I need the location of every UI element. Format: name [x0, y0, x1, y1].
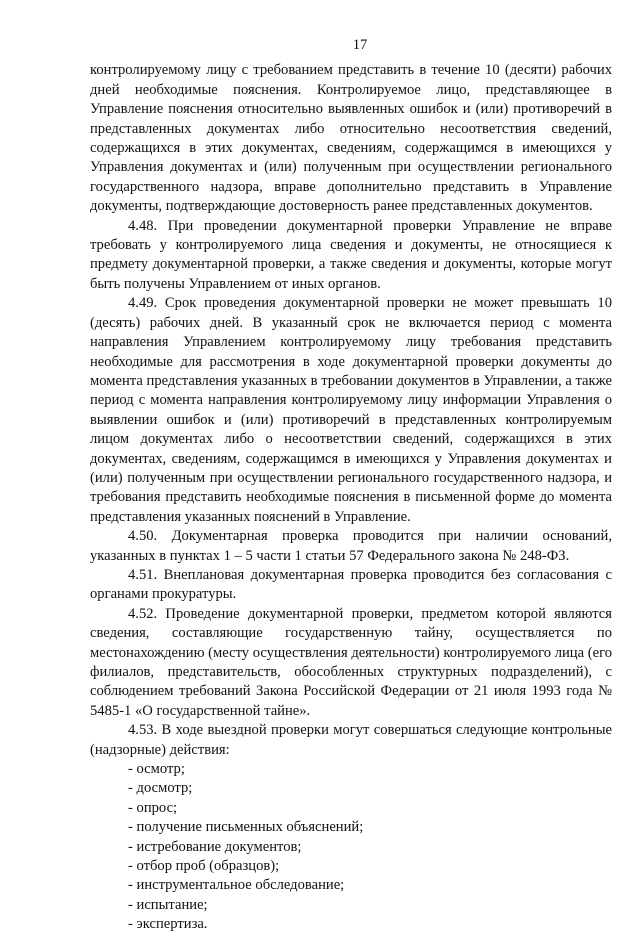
- list-item: - осмотр;: [128, 760, 612, 779]
- list-item: - опрос;: [128, 799, 612, 818]
- control-actions-list: [90, 760, 612, 935]
- paragraph-4-48: 4.48. При проведении документарной проверки Управление не вправе требовать у контролируемого лица сведения и документы, не относящиеся к предмету документарной проверки, а также сведения и документы, которые могут быть получены Управлением от иных органов.: [90, 217, 612, 292]
- paragraph-4-52: 4.52. Проведение документарной проверки, предметом которой являются сведения, составляющие государственную тайну, осуществляется по местонахождению (месту осуществления деятельности) контролируемого лица (его филиалов, представительств, обособленных структурных подразделений), с соблюдением требований Закона Российской Федерации от 21 июля 1993 года № 5485-1 «О государственной тайне».: [90, 605, 612, 719]
- list-item: - испытание;: [128, 896, 612, 915]
- list-item: - истребование документов;: [128, 838, 612, 857]
- paragraph-4-51: 4.51. Внеплановая документарная проверка проводится без согласования с органами прокуратуры.: [90, 566, 612, 603]
- paragraph-4-49: 4.49. Срок проведения документарной проверки не может превышать 10 (десять) рабочих дней. В указанный срок не включается период с момента направления Управлением контролируемому лицу требования представить необходимые для рассмотрения в ходе документарной проверки документы до момента представления указанных в требовании документов в Управлении, а также период с момента направления контролируемому лицу информации Управления о выявлении ошибок и (или) противоречий в представленных контролируемым лицом документах либо о несоответствии сведений, содержащихся в этих документах, сведениям, содержащимся в имеющихся у Управления документах и (или) полученным при осуществлении регионального государственного надзора, и требования представить необходимые пояснения в письменной форме до момента представления указанных пояснений в Управление.: [90, 295, 612, 525]
- list-item: - досмотр;: [128, 779, 612, 798]
- list-item: - экспертиза.: [128, 915, 612, 934]
- paragraph-4-53: 4.53. В ходе выездной проверки могут совершаться следующие контрольные (надзорные) действия:: [90, 722, 612, 758]
- paragraph-4-50: 4.50. Документарная проверка проводится при наличии оснований, указанных в пунктах 1 – 5 части 1 статьи 57 Федерального закона № 248-ФЗ.: [90, 528, 612, 564]
- paragraph-continuation: контролируемому лицу с требованием представить в течение 10 (десяти) рабочих дней необходимые пояснения. Контролируемое лицо, представляющее в Управление пояснения относительно выявленных ошибок и (или) противоречий в представленных документах либо относительно несоответствия сведений, содержащихся в этих документах, сведениям, содержащимся в имеющихся у Управления документах и (или) полученным при осуществлении регионального государственного надзора, вправе дополнительно представить в Управление документы, подтверждающие достоверность ранее представленных документов.: [90, 62, 612, 215]
- document-page: [90, 36, 612, 935]
- list-item: - инструментальное обследование;: [128, 876, 612, 895]
- list-item: - отбор проб (образцов);: [128, 857, 612, 876]
- page-number: 17: [352, 37, 368, 53]
- list-item: - получение письменных объяснений;: [128, 818, 612, 837]
